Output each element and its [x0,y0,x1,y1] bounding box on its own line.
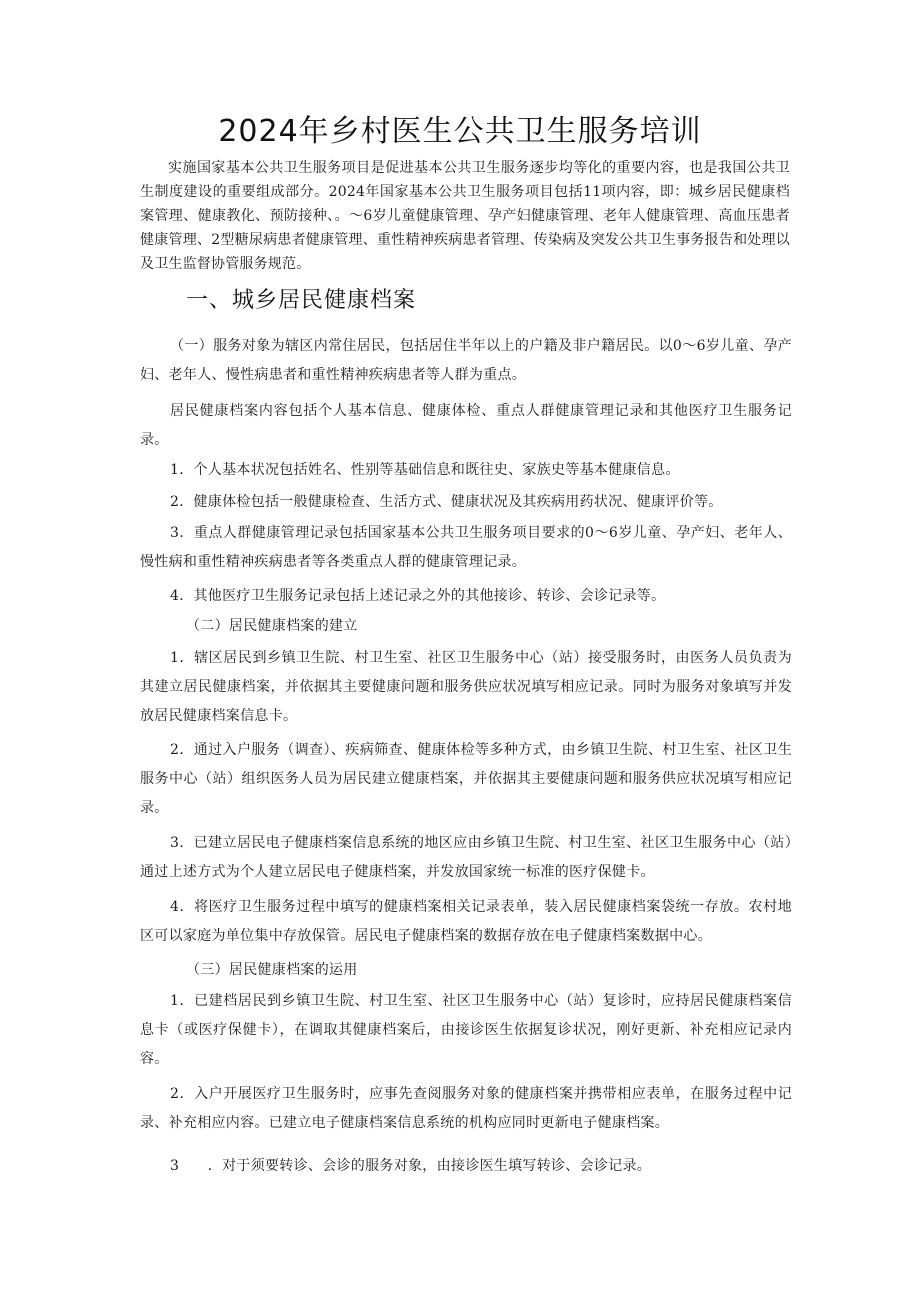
paragraph-service-target: （一）服务对象为辖区内常住居民，包括居住半年以上的户籍及非户籍居民。以0〜6岁儿童、孕产妇、老年人、慢性病患者和重性精神疾病患者等人群为重点。 [140,338,792,383]
document-title: 2024年乡村医生公共卫生服务培训 [218,114,702,149]
usage-item-1: 1．已建档居民到乡镇卫生院、村卫生室、社区卫生服务中心（站）复诊时，应持居民健康档案信息卡（或医疗保健卡），在调取其健康档案后，由接诊医生依据复诊状况，刚好更新、补充相应记录内容。 [140,993,792,1067]
paragraph-record-contents: 居民健康档案内容包括个人基本信息、健康体检、重点人群健康管理记录和其他医疗卫生服务记录。 [140,403,792,448]
usage-item-2: 2．入户开展医疗卫生服务时，应事先查阅服务对象的健康档案并携带相应表单，在服务过程中记录、补充相应内容。已建立电子健康档案信息系统的机构应同时更新电子健康档案。 [140,1086,792,1131]
establish-item-1: 1．辖区居民到乡镇卫生院、村卫生室、社区卫生服务中心（站）接受服务时，由医务人员负责为其建立居民健康档案，并依据其主要健康问题和服务供应状况填写相应记录。同时为服务对象填写并发放居民健康档案信息卡。 [140,650,792,724]
intro-paragraph: 实施国家基本公共卫生服务项目是促进基本公共卫生服务逐步均等化的重要内容，也是我国公共卫生制度建设的重要组成部分。2024年国家基本公共卫生服务项目包括11项内容，即：城乡居民健康档案管理、健康教化、预防接种、。〜6岁儿童健康管理、孕产妇健康管理、老年人健康管理、高血压患者健康管理、2型糖尿病患者健康管理、重性精神疾病患者管理、传染病及突发公共卫生事务报告和处理以及卫生监督协管服务规范。 [140,160,790,272]
list-item-1: 1．个人基本状况包括姓名、性别等基础信息和既往史、家族史等基本健康信息。 [170,462,680,478]
section-heading-health-records: 一、城乡居民健康档案 [186,288,417,313]
list-item-3: 3．重点人群健康管理记录包括国家基本公共卫生服务项目要求的0〜6岁儿童、孕产妇、老年人、慢性病和重性精神疾病患者等各类重点人群的健康管理记录。 [140,525,792,570]
establish-item-3: 3．已建立居民电子健康档案信息系统的地区应由乡镇卫生院、村卫生室、社区卫生服务中心（站）通过上述方式为个人建立居民电子健康档案，并发放国家统一标准的医疗保健卡。 [140,835,792,880]
establish-item-4: 4．将医疗卫生服务过程中填写的健康档案相关记录表单，装入居民健康档案袋统一存放。农村地区可以家庭为单位集中存放保管。居民电子健康档案的数据存放在电子健康档案数据中心。 [140,899,792,944]
usage-item-3: 3 ．对于须要转诊、会诊的服务对象，由接诊医生填写转诊、会诊记录。 [170,1158,652,1174]
subheading-usage: （三）居民健康档案的运用 [186,962,358,978]
subheading-establishment: （二）居民健康档案的建立 [186,618,358,634]
list-item-2: 2．健康体检包括一般健康检查、生活方式、健康状况及其疾病用药状况、健康评价等。 [170,494,723,510]
list-item-4: 4．其他医疗卫生服务记录包括上述记录之外的其他接诊、转诊、会诊记录等。 [170,588,666,604]
establish-item-2: 2．通过入户服务（调查）、疾病筛查、健康体检等多种方式，由乡镇卫生院、村卫生室、社区卫生服务中心（站）组织医务人员为居民建立健康档案，并依据其主要健康问题和服务供应状况填写相应记录。 [140,742,792,816]
